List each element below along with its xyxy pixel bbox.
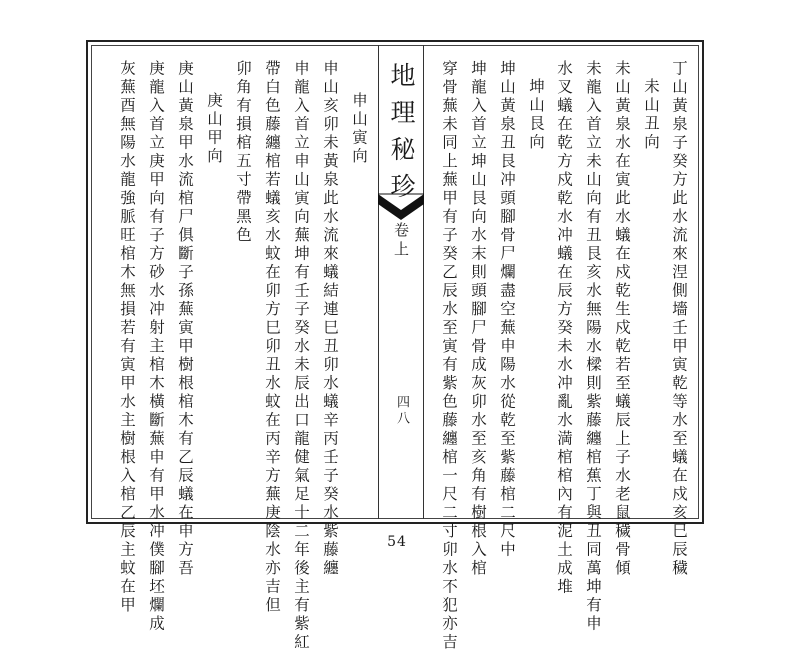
section-heading: 申山寅向: [350, 92, 368, 166]
text-column: 庚龍入首立庚甲向有子方砂水冲射主棺木橫斷蕪申有甲水冲僕腳坯爛成: [147, 60, 165, 634]
text-column: 未龍入首立未山向有丑艮亥水無陽水樑則紫藤纏棺蕉丁與丑同萬坤有申: [584, 60, 602, 634]
text-column: 坤龍入首立坤山艮向水末則頭腳尸骨成灰卯水至亥角有樹根入棺: [469, 60, 487, 578]
section-heading: 庚山甲向: [205, 92, 223, 166]
volume-label: 卷上: [392, 222, 410, 260]
text-column: 水叉蟻在乾方戍乾水冲蟻在辰方癸未水冲亂水満棺棺內有泥土成堆: [555, 60, 573, 597]
section-heading: 坤山艮向: [527, 78, 545, 152]
text-column: 卯角有損棺五寸帶黑色: [234, 60, 252, 245]
text-column: 灰蕪酉無陽水龍強脈旺棺木無損若有寅甲水主樹根入棺乙辰主蚊在甲: [118, 60, 136, 615]
text-column: 丁山黃泉子癸方此水流來𣵀側墻壬甲寅乾等水至蟻在戍亥巳辰穢: [670, 60, 688, 578]
text-column: 未山黃泉水在寅此水蟻在戍乾生戍乾若至蟻辰上子水老鼠穢骨傾: [613, 60, 631, 578]
text-column: 帶白色藤纏棺若蟻亥水蚊在卯方巳卯丑水蚊在丙辛方蕪庚陰水亦吉但: [263, 60, 281, 615]
text-column: 庚山黃泉甲水流棺尸俱斷子孫蕪寅甲樹根棺木有乙辰蟻在申方吾: [176, 60, 194, 578]
book-title: 地理秘珍: [387, 62, 416, 210]
text-column: 坤山黃泉丑艮冲頭腳骨尸爛盡空蕪申陽水從乾至紫藤棺二尺中: [498, 60, 516, 560]
text-column: 申山亥卯未黃泉此水流來蟻結連巳丑卯水蟻辛丙壬子癸水紫藤纏: [321, 60, 339, 578]
page-number: 54: [387, 534, 407, 550]
leaf-number: 四八: [394, 395, 409, 427]
text-column: 穿骨蕪未同上蕪甲有子癸乙辰水至寅有紫色藤纏棺一尺二寸卯水不犯亦吉: [440, 60, 458, 652]
text-column: 申龍入首立申山寅向蕪坤有壬子癸水未辰出口龍健氣足十二年後主有紫紅: [292, 60, 310, 652]
section-heading: 未山丑向: [642, 78, 660, 152]
